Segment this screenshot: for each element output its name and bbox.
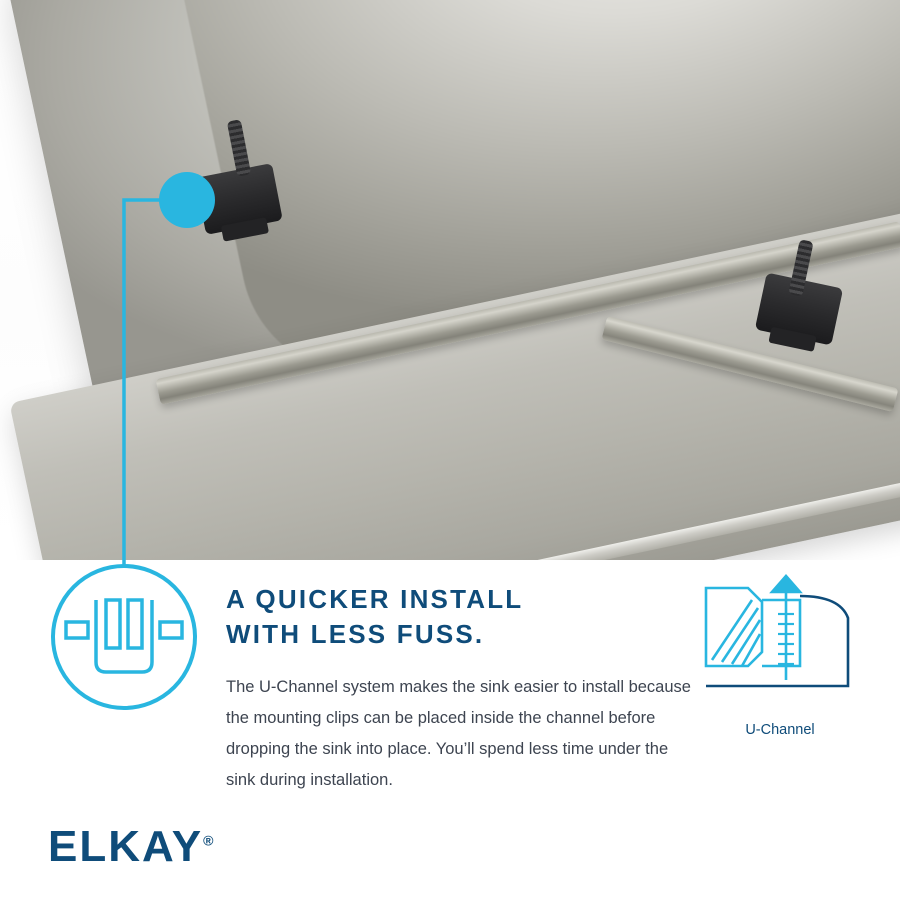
elkay-logo-text: ELKAY [48, 822, 204, 871]
headline-line-1: A QUICKER INSTALL [226, 584, 524, 614]
elkay-logo-trademark: ® [203, 832, 214, 849]
elkay-logo [48, 822, 213, 872]
body-copy: The U-Channel system makes the sink easier to install because the mounting clips can be placed inside the channel before dropping the sink into place. You’ll spend less time under the sink during installation. [226, 678, 691, 789]
headline-line-2: WITH LESS FUSS. [226, 619, 485, 649]
lower-content [0, 560, 900, 900]
diagram-caption: U-Channel [745, 722, 815, 738]
headline [226, 582, 696, 652]
